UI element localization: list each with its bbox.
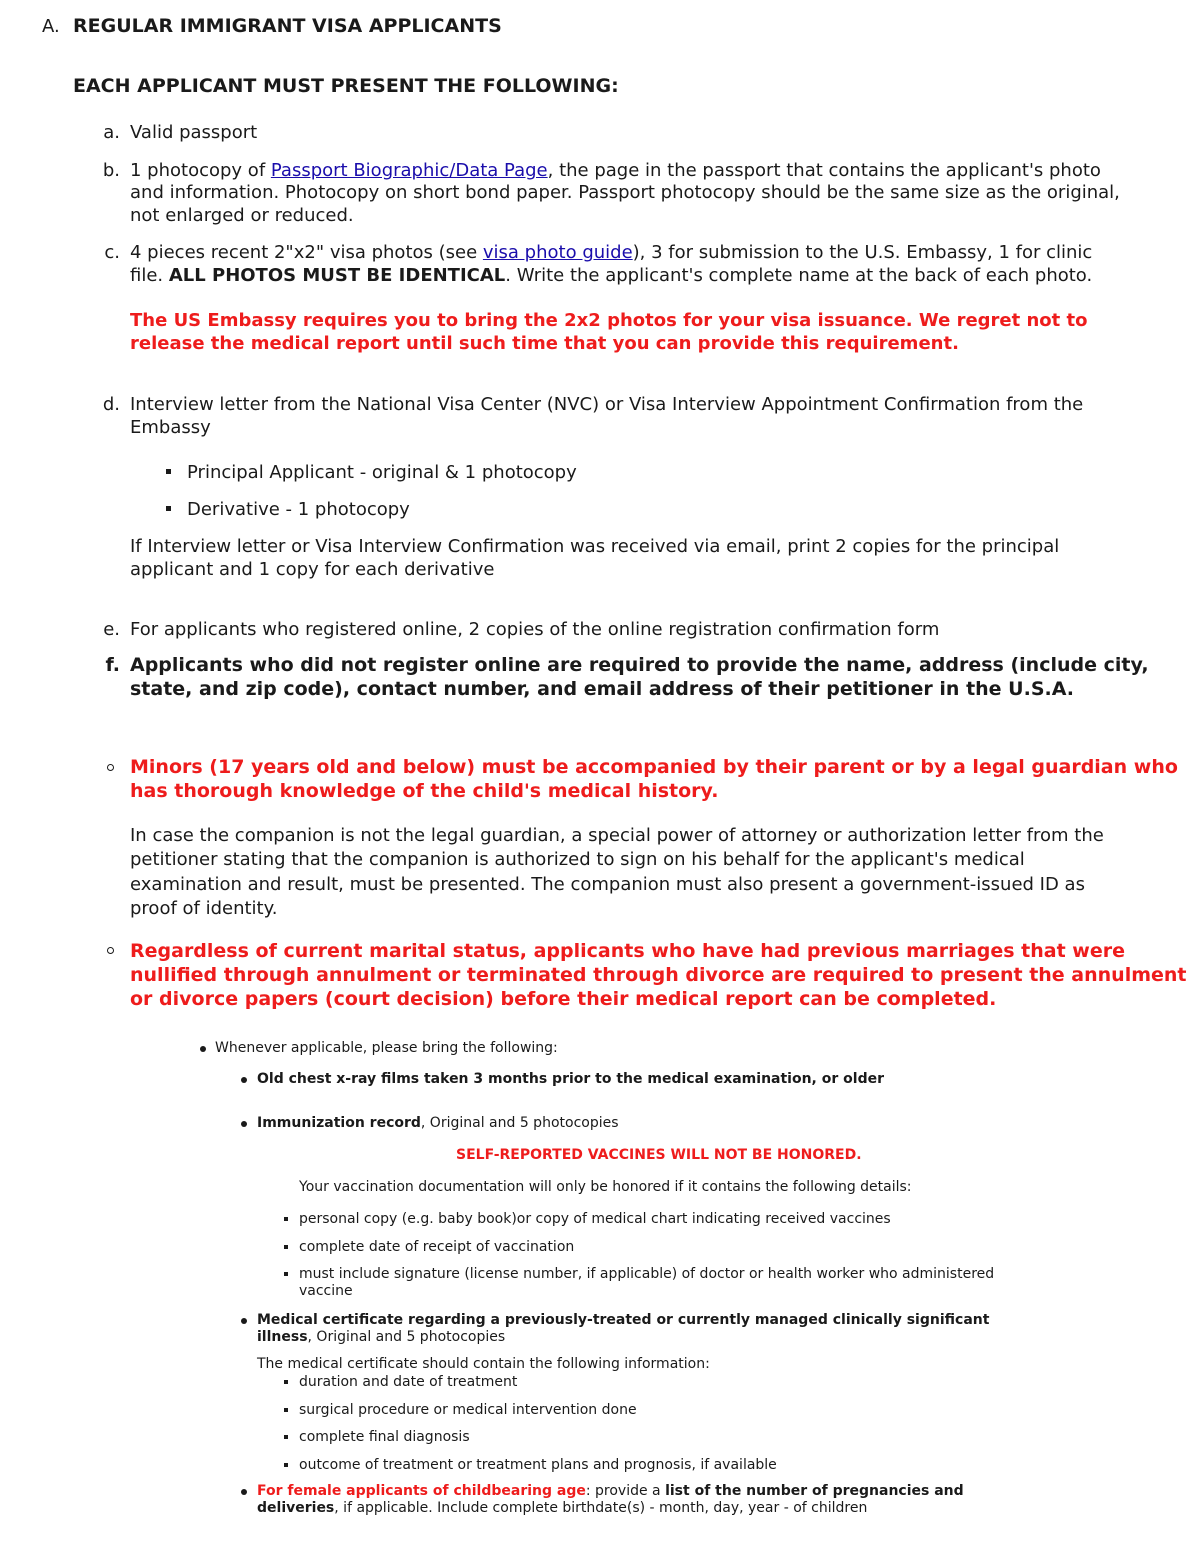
bullet-dot: [241, 1077, 247, 1083]
vaccine-detail-3-cont: vaccine: [299, 1283, 353, 1299]
photo-requirement-warning-1: The US Embassy requires you to bring the 2x2 photos for your visa issuance. We regret not to: [130, 310, 1088, 331]
item-e-text: For applicants who registered online, 2 copies of the online registration confirmation form: [130, 619, 940, 640]
item-b-line2: and information. Photocopy on short bond paper. Passport photocopy should be the same size as the original,: [130, 182, 1120, 203]
xray-item: Old chest x-ray films taken 3 months prior to the medical examination, or older: [257, 1071, 884, 1087]
minors-note-4: proof of identity.: [130, 898, 278, 919]
square-bullet: [284, 1217, 288, 1221]
square-bullet: [284, 1380, 288, 1384]
item-f-line1: Applicants who did not register online are required to provide the name, address (include city,: [130, 654, 1149, 676]
vaccine-detail-3: must include signature (license number, if applicable) of doctor or health worker who administered: [299, 1266, 995, 1282]
photo-requirement-warning-2: release the medical report until such time that you can provide this requirement.: [130, 333, 959, 354]
section-marker: A.: [42, 16, 60, 37]
item-a-marker: a.: [103, 122, 120, 143]
self-reported-warning: SELF-REPORTED VACCINES WILL NOT BE HONORED.: [456, 1147, 862, 1163]
item-f-marker: f.: [105, 654, 120, 676]
minors-warning-1: Minors (17 years old and below) must be accompanied by their parent or by a legal guardian who: [130, 756, 1178, 778]
section-title: REGULAR IMMIGRANT VISA APPLICANTS: [73, 15, 502, 37]
item-d-note-1: If Interview letter or Visa Interview Confirmation was received via email, print 2 copies for the principal: [130, 536, 1060, 557]
cert-detail-4: outcome of treatment or treatment plans and prognosis, if available: [299, 1457, 777, 1473]
marital-warning-3: or divorce papers (court decision) before their medical report can be completed.: [130, 988, 997, 1010]
minors-note-3: examination and result, must be presented. The companion must also present a government-issued ID as: [130, 874, 1085, 895]
square-bullet: [284, 1245, 288, 1249]
circle-bullet: [107, 764, 114, 771]
medical-cert-line1: Medical certificate regarding a previously-treated or currently managed clinically significant: [257, 1312, 990, 1328]
square-bullet: [166, 506, 171, 511]
item-d-line1: Interview letter from the National Visa Center (NVC) or Visa Interview Appointment Confirmation from the: [130, 394, 1084, 415]
bullet-dot: [200, 1046, 206, 1052]
vaccination-note: Your vaccination documentation will only be honored if it contains the following details:: [299, 1179, 912, 1195]
bullet-dot: [241, 1121, 247, 1127]
item-a-text: Valid passport: [130, 122, 258, 143]
visa-photo-guide-link[interactable]: visa photo guide: [482, 242, 633, 263]
marital-warning-1: Regardless of current marital status, applicants who have had previous marriages that were: [130, 940, 1126, 962]
item-e-marker: e.: [103, 619, 120, 640]
bullet-derivative: Derivative - 1 photocopy: [187, 499, 410, 520]
minors-warning-2: has thorough knowledge of the child's medical history.: [130, 780, 719, 802]
item-d-note-2: applicant and 1 copy for each derivative: [130, 559, 495, 580]
minors-note-2: petitioner stating that the companion is authorized to sign on his behalf for the applicant's medical: [130, 849, 1025, 870]
item-d-marker: d.: [102, 394, 120, 415]
item-b-line3: not enlarged or reduced.: [130, 205, 354, 226]
female-applicants-line1: For female applicants of childbearing age: provide a list of the number of pregnancies and: [257, 1483, 964, 1499]
square-bullet: [166, 469, 171, 474]
marital-warning-2: nullified through annulment or terminated through divorce are required to present the annulment: [130, 964, 1187, 986]
vaccine-detail-2: complete date of receipt of vaccination: [299, 1239, 575, 1255]
cert-detail-1: duration and date of treatment: [299, 1374, 518, 1390]
square-bullet: [284, 1272, 288, 1276]
bullet-principal: Principal Applicant - original & 1 photocopy: [187, 462, 577, 483]
passport-data-page-link[interactable]: Passport Biographic/Data Page: [270, 160, 548, 181]
female-applicants-line2: deliveries, if applicable. Include complete birthdate(s) - month, day, year - of children: [257, 1500, 868, 1516]
cert-detail-2: surgical procedure or medical intervention done: [299, 1402, 637, 1418]
applicable-intro: Whenever applicable, please bring the following:: [215, 1040, 558, 1056]
square-bullet: [284, 1408, 288, 1412]
bullet-dot: [241, 1318, 247, 1324]
item-f-line2: state, and zip code), contact number, and email address of their petitioner in the U.S.A.: [130, 678, 1074, 700]
medical-cert-line2: illness, Original and 5 photocopies: [257, 1329, 506, 1345]
subheading: EACH APPLICANT MUST PRESENT THE FOLLOWING:: [73, 75, 619, 97]
item-d-line2: Embassy: [130, 417, 211, 438]
item-c-line1: 4 pieces recent 2"x2" visa photos (see visa photo guide), 3 for submission to the U.S. Embassy, 1 for clinic: [130, 242, 1093, 263]
bullet-dot: [241, 1489, 247, 1495]
minors-note-1: In case the companion is not the legal guardian, a special power of attorney or authorization letter from the: [130, 825, 1104, 846]
item-b-line1: 1 photocopy of Passport Biographic/Data Page, the page in the passport that contains the applicant's photo: [130, 160, 1101, 181]
medical-cert-note: The medical certificate should contain the following information:: [257, 1356, 710, 1372]
item-c-line2: file. ALL PHOTOS MUST BE IDENTICAL. Write the applicant's complete name at the back of each photo.: [130, 265, 1093, 286]
square-bullet: [284, 1435, 288, 1439]
circle-bullet: [107, 947, 114, 954]
item-c-marker: c.: [104, 242, 120, 263]
immunization-item: Immunization record, Original and 5 photocopies: [257, 1115, 619, 1131]
vaccine-detail-1: personal copy (e.g. baby book)or copy of medical chart indicating received vaccines: [299, 1211, 891, 1227]
cert-detail-3: complete final diagnosis: [299, 1429, 470, 1445]
item-b-marker: b.: [102, 160, 120, 181]
square-bullet: [284, 1463, 288, 1467]
